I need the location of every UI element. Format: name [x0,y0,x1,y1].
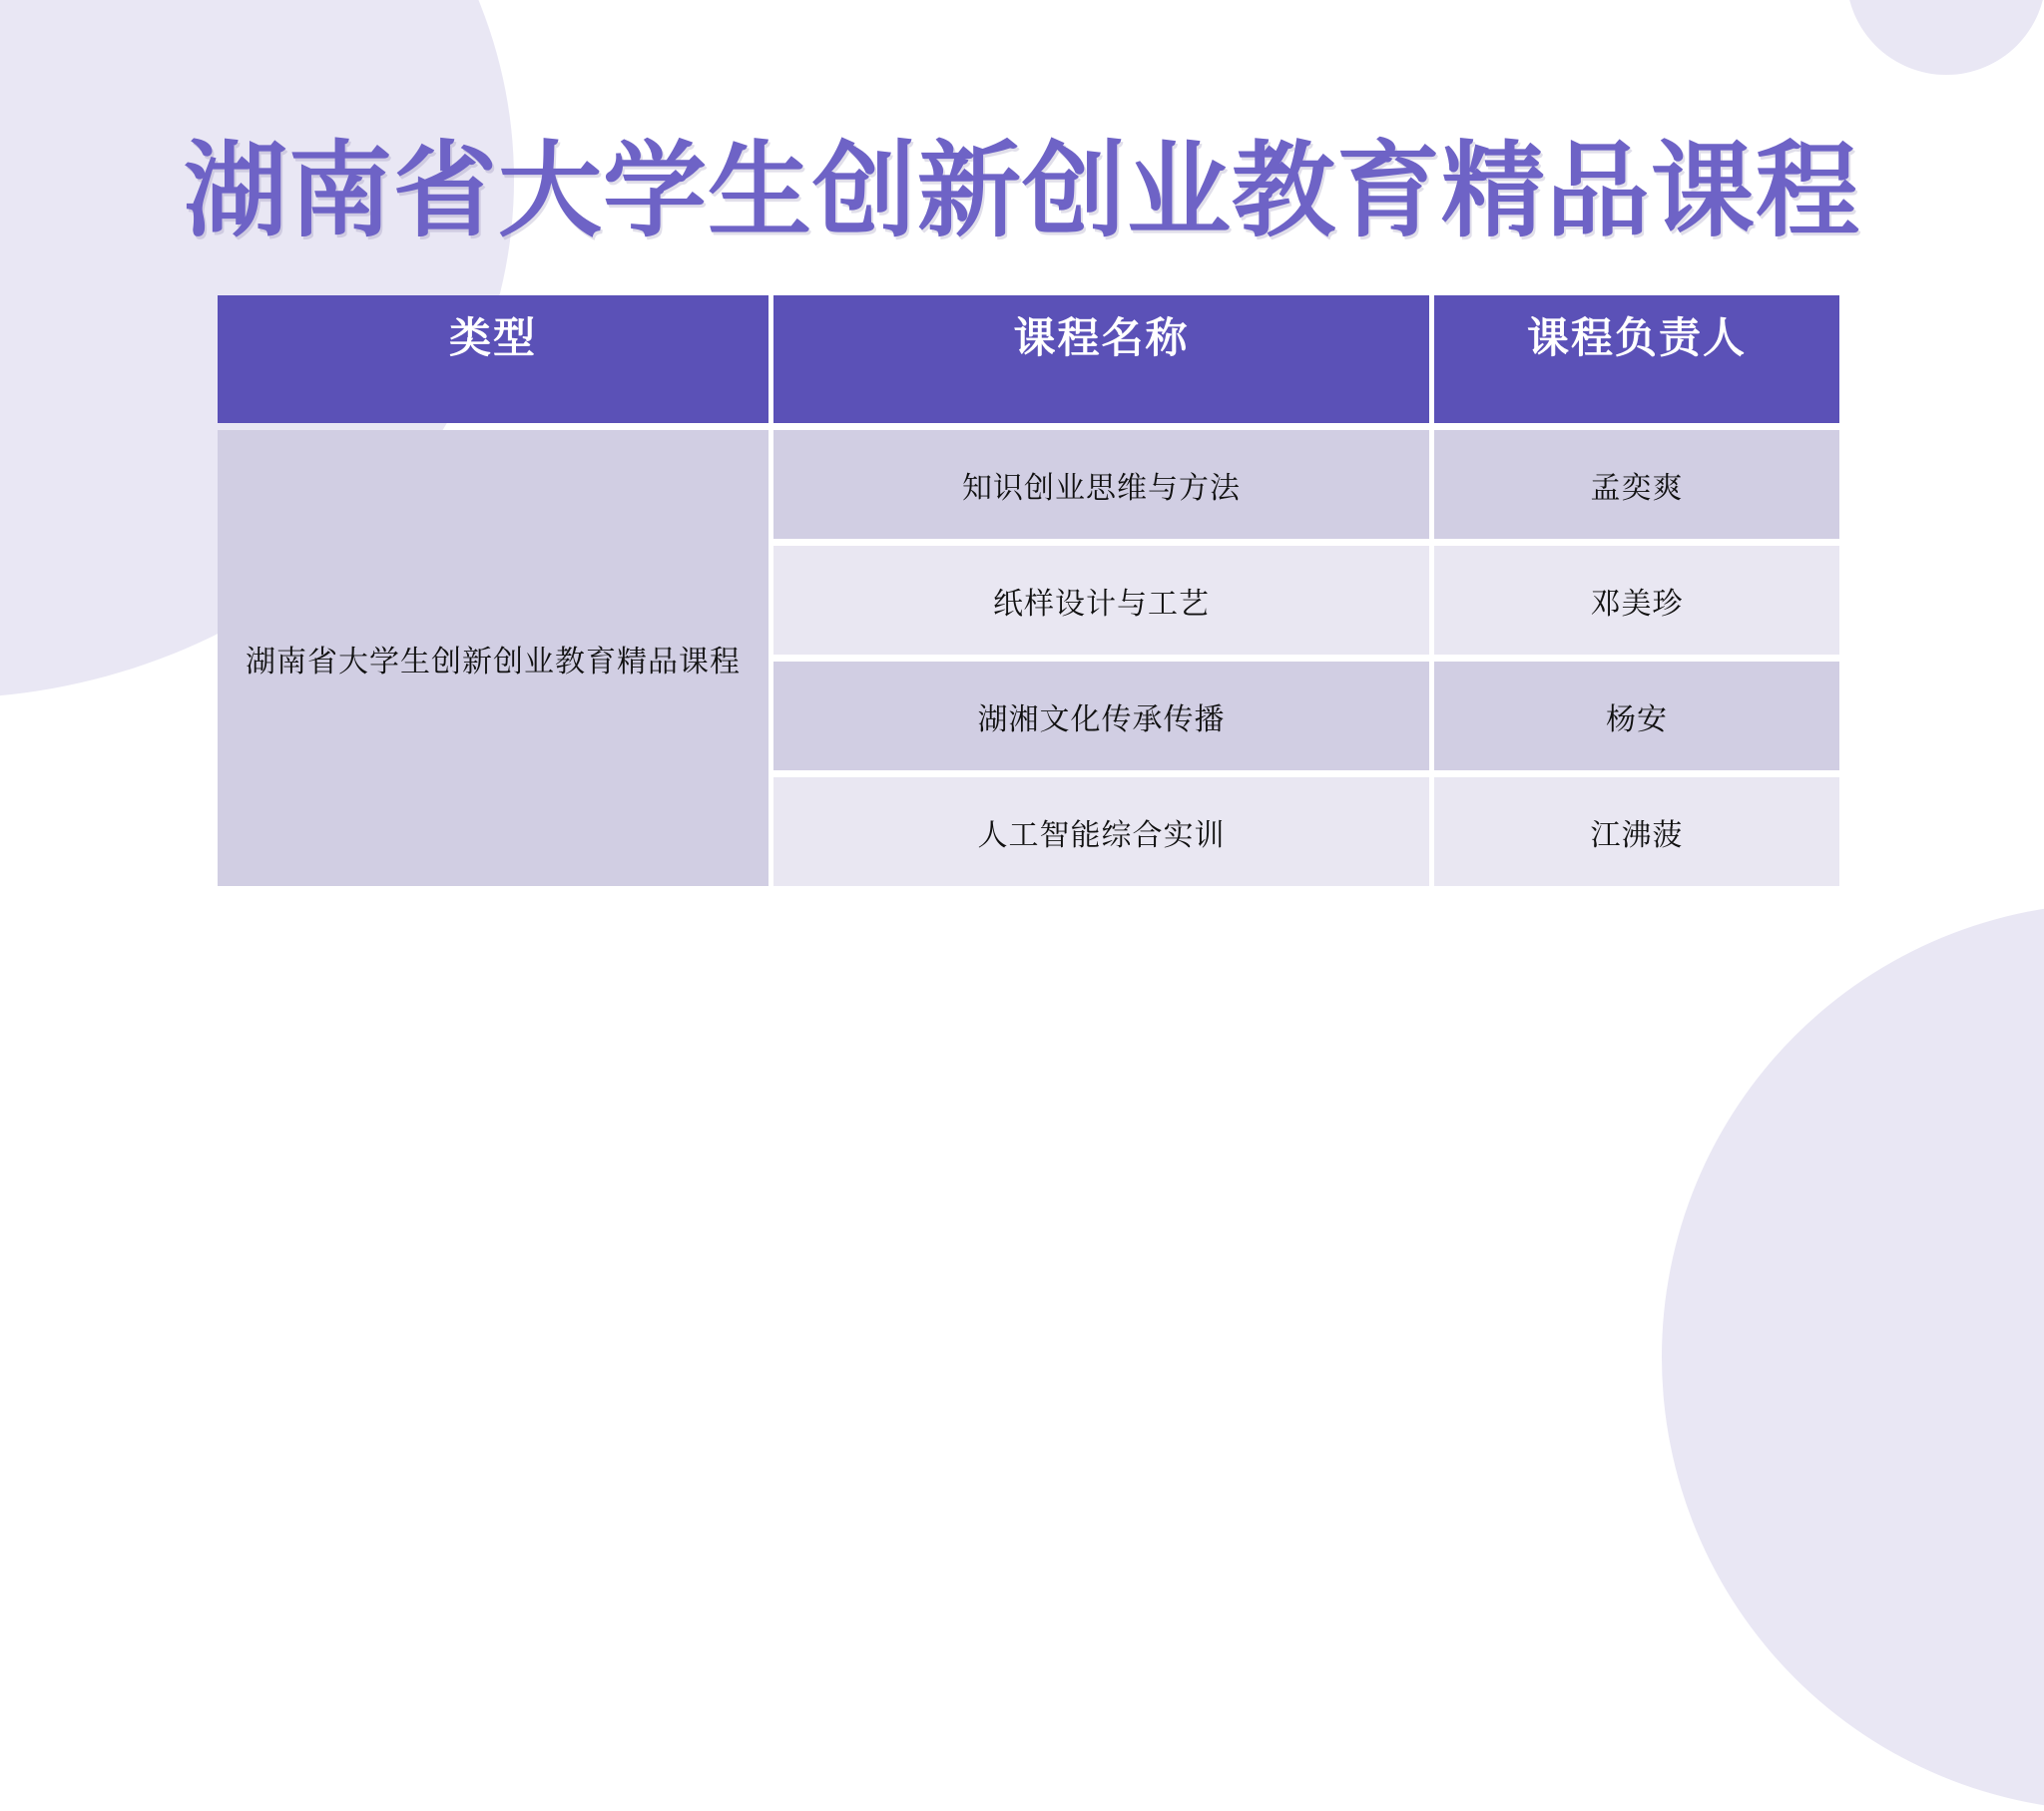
course-name-cell: 人工智能综合实训 [773,777,1429,886]
page-title: 湖南省大学生创新创业教育精品课程 [183,134,1860,249]
type-merged-cell: 湖南省大学生创新创业教育精品课程 [218,430,768,886]
header-cell-course-leader: 课程负责人 [1434,295,1839,423]
course-leader-cell: 孟奕爽 [1434,430,1839,539]
table-header-row [218,295,1839,423]
course-leader-cell: 杨安 [1434,662,1839,770]
course-name-cell: 知识创业思维与方法 [773,430,1429,539]
course-leader-cell: 江沸菠 [1434,777,1839,886]
decorative-circle-bottom-right [1662,903,2044,1811]
decorative-circle-top-right [1846,0,2044,75]
course-name-cell: 纸样设计与工艺 [773,546,1429,655]
header-cell-type: 类型 [218,295,768,423]
course-leader-cell: 邓美珍 [1434,546,1839,655]
table-row [218,430,1839,539]
header-cell-course-name: 课程名称 [773,295,1429,423]
course-table [213,288,1844,893]
course-name-cell: 湖湘文化传承传播 [773,662,1429,770]
